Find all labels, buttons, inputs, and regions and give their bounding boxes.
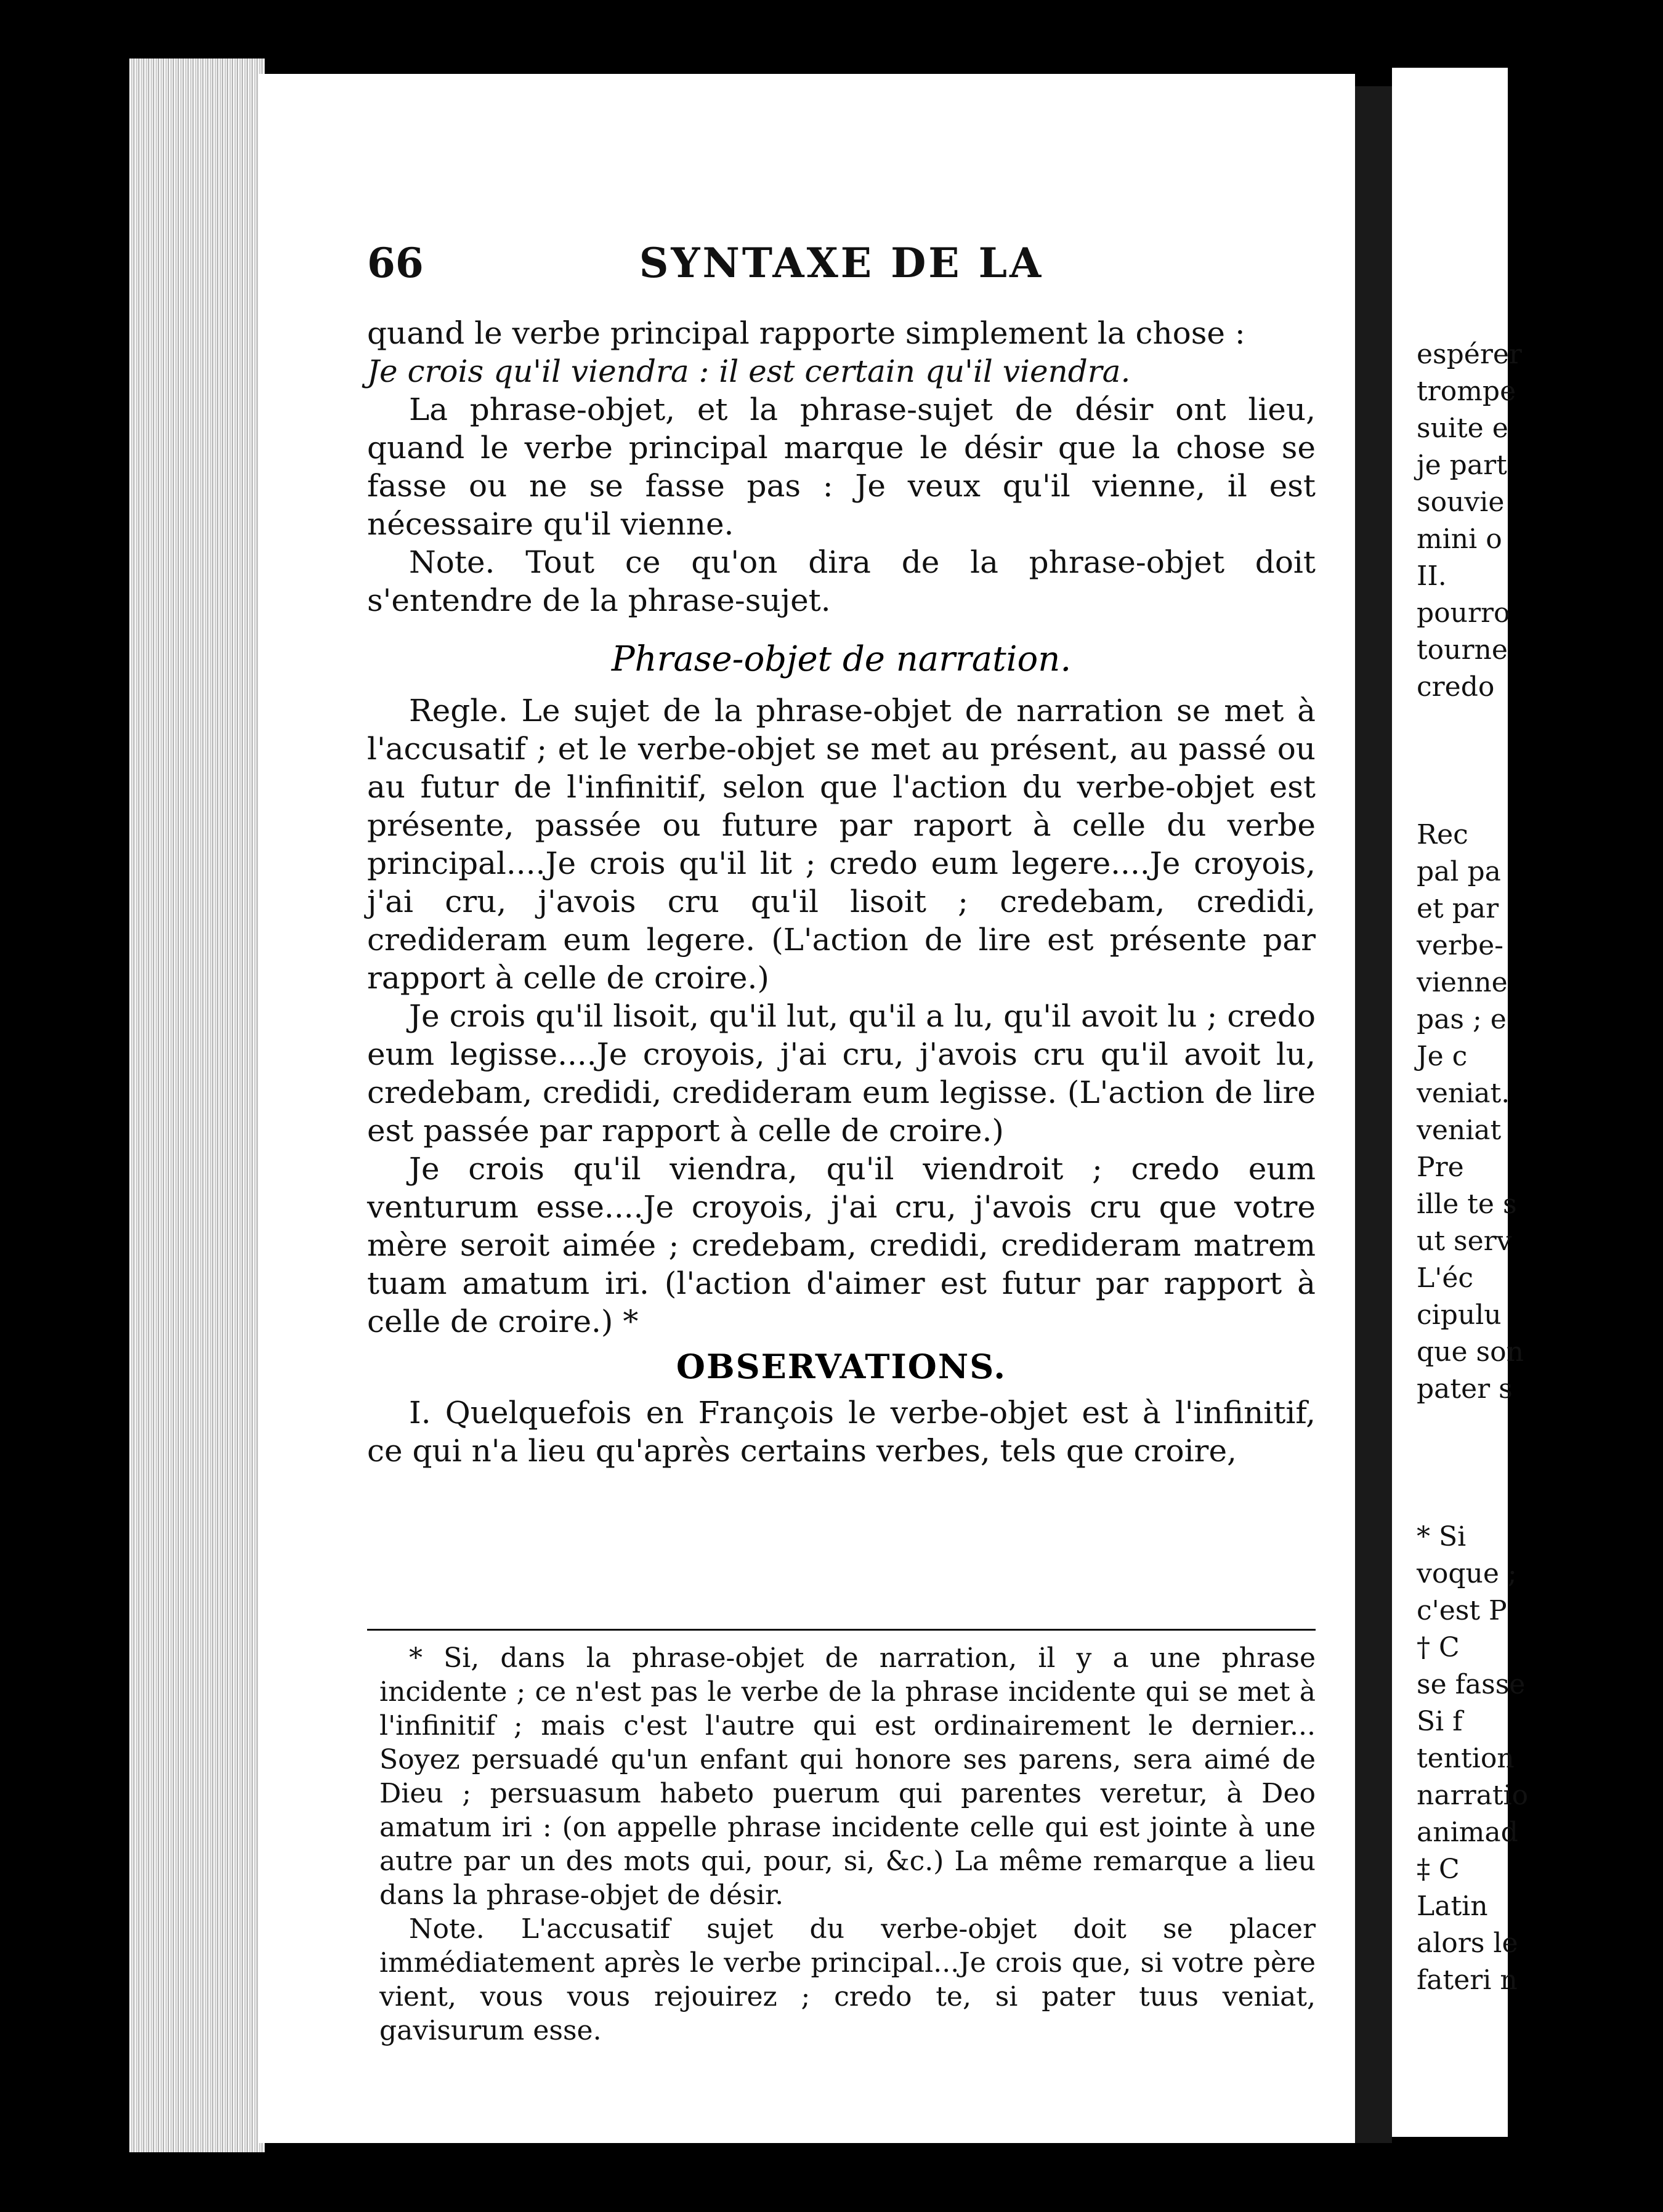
fragment-line: tention	[1417, 1743, 1515, 1774]
fragment-line: espérer	[1417, 339, 1522, 370]
section-title: Phrase-objet de narration.	[611, 639, 1072, 679]
fragment-line: veniat.	[1417, 1078, 1510, 1109]
fragment-line: fateri n	[1417, 1964, 1518, 1996]
fragment-line: je part	[1417, 450, 1507, 481]
fragment-line: Je c	[1417, 1041, 1468, 1072]
fragment-line: pal pa	[1417, 856, 1501, 887]
fragment-line: mini o	[1417, 523, 1502, 555]
rule-paragraph: Je crois qu'il lisoit, qu'il lut, qu'il a lu, qu'il avoit lu ; credo eum legisse....Je croyois, j'ai cru, j'avois cru qu'il avoit lu, credebam, credidi, credideram eum legisse. (L'action de lire est passée par rapport à celle de croire.)	[367, 998, 1316, 1148]
fragment-line: et par	[1417, 893, 1499, 924]
example-line	[367, 352, 1316, 390]
fragment-line: Rec	[1417, 819, 1468, 850]
fragment-line: pas ; e	[1417, 1004, 1507, 1035]
fragment-line: voque ;	[1417, 1558, 1517, 1589]
fragment-line: Si f	[1417, 1706, 1463, 1737]
left-page	[259, 74, 1355, 2143]
fragment-line: suite e	[1417, 413, 1508, 444]
book-page-edges	[129, 59, 265, 2152]
fragment-line: alors le	[1417, 1927, 1518, 1959]
fragment-line: cipulu	[1417, 1299, 1502, 1331]
fragment-line: pater s	[1417, 1373, 1513, 1405]
fragment-line: Latin	[1417, 1891, 1488, 1922]
page-number: 66	[367, 239, 424, 287]
right-page-edge	[1392, 68, 1529, 2137]
fragment-line: que son	[1417, 1336, 1524, 1368]
book-gutter	[1355, 86, 1392, 2143]
fragment-line: tourne	[1417, 634, 1508, 666]
observations-title: OBSERVATIONS.	[676, 1347, 1007, 1386]
example-text: Je crois qu'il viendra : il est certain qu'il viendra.	[367, 353, 1131, 389]
fragment-line: II.	[1417, 560, 1447, 592]
observation-paragraph: I. Quelquefois en François le verbe-objet est à l'infinitif, ce qui n'a lieu qu'après certains verbes, tels que croire,	[367, 1395, 1316, 1469]
paragraph: quand le verbe principal rapporte simplement la chose :	[367, 315, 1245, 351]
fragment-line: * Si	[1417, 1521, 1467, 1552]
footnotes	[379, 1641, 1316, 2048]
fragment-line: ille te s	[1417, 1189, 1517, 1220]
fragment-line: credo	[1417, 671, 1495, 703]
fragment-line: † C	[1417, 1632, 1460, 1663]
rule-paragraph: Regle. Le sujet de la phrase-objet de narration se met à l'accusatif ; et le verbe-objet se met au présent, au passé ou au futur de l'infinitif, selon que l'action du verbe-objet est présente, passée ou future par raport à celle du verbe principal....Je crois qu'il lit ; credo eum legere....Je croyois, j'ai cru, j'avois cru qu'il lisoit ; credebam, credidi, credideram eum legere. (L'action de lire est présente par rapport à celle de croire.)	[367, 693, 1316, 996]
fragment-line: Pre	[1417, 1152, 1464, 1183]
fragment-line: verbe-	[1417, 930, 1504, 961]
fragment-line: pourro	[1417, 597, 1510, 629]
rule-paragraph: Je crois qu'il viendra, qu'il viendroit ; credo eum venturum esse....Je croyois, j'ai cru, j'avois cru que votre mère seroit aimée ; credebam, credidi, credideram matrem tuam amatum iri. (l'action d'aimer est futur par rapport à celle de croire.) *	[367, 1151, 1316, 1339]
paragraph: La phrase-objet, et la phrase-sujet de désir ont lieu, quand le verbe principal marque le désir que la chose se fasse ou ne se fasse pas : Je veux qu'il vienne, il est nécessaire qu'il vienne.	[367, 392, 1316, 542]
fragment-line: narratio	[1417, 1780, 1529, 1811]
footnote-rule	[367, 1629, 1316, 1631]
fragment-line: trompe	[1417, 376, 1516, 407]
fragment-line: veniat	[1417, 1115, 1502, 1146]
fragment-line: c'est P	[1417, 1595, 1507, 1626]
footnote: * Si, dans la phrase-objet de narration, il y a une phrase incidente ; ce n'est pas le verbe de la phrase incidente qui se met à l'infinitif ; mais c'est l'autre qui est ordinairement le dernier... Soyez persuadé qu'un enfant qui honore ses parens, sera aimé de Dieu ; persuasum habeto puerum qui parentes veretur, à Deo amatum iri : (on appelle phrase incidente celle qui est jointe à une autre par un des mots qui, pour, si, &c.) La même remarque a lieu dans la phrase-objet de désir.	[379, 1642, 1316, 1911]
fragment-line: se fasse	[1417, 1669, 1526, 1700]
page-header	[367, 228, 1316, 296]
fragment-line: L'éc	[1417, 1262, 1473, 1294]
fragment-line: ut serv	[1417, 1225, 1512, 1257]
footnote: Note. L'accusatif sujet du verbe-objet doit se placer immédiatement après le verbe principal...Je crois que, si votre père vient, vous vous rejouirez ; credo te, si pater tuus veniat, gavisurum esse.	[379, 1913, 1316, 2046]
fragment-line: ‡ C	[1417, 1854, 1460, 1885]
main-text	[367, 314, 1316, 1470]
fragment-line: vienne	[1417, 967, 1508, 998]
fragment-line: souvie	[1417, 486, 1505, 518]
note-paragraph: Note. Tout ce qu'on dira de la phrase-objet doit s'entendre de la phrase-sujet.	[367, 544, 1316, 618]
running-title: SYNTAXE DE LA	[639, 239, 1044, 287]
fragment-line: animad	[1417, 1817, 1518, 1848]
